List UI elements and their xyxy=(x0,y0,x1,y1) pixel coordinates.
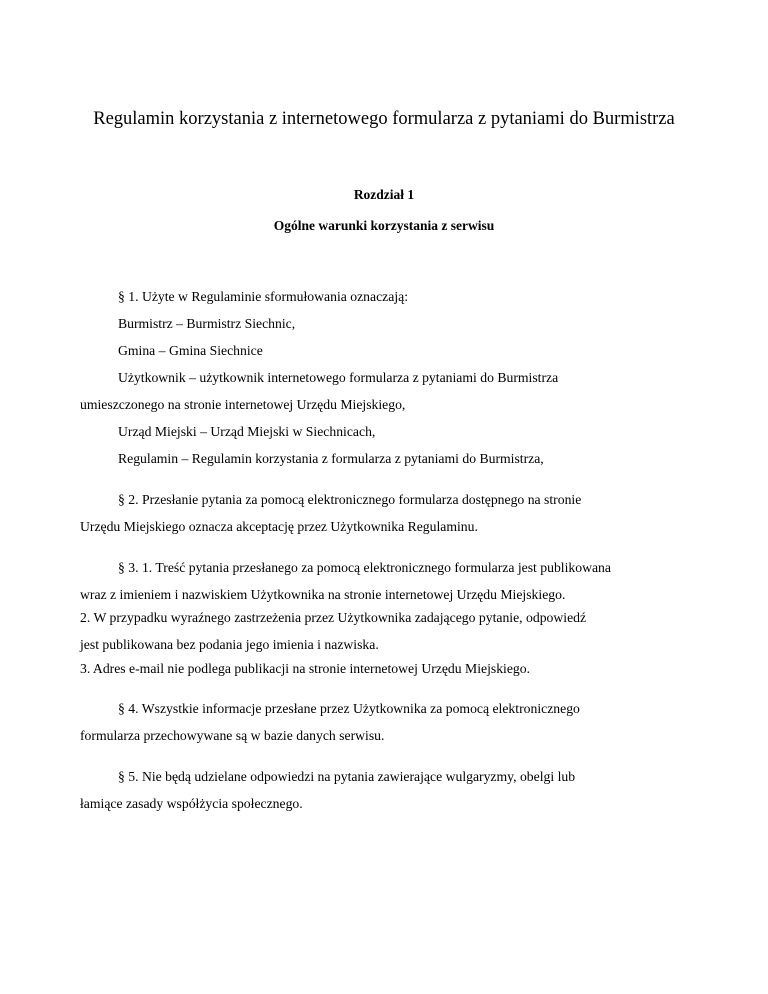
paragraph-2-line2: Urzędu Miejskiego oznacza akceptację przez Użytkownika Regulaminu. xyxy=(80,519,478,534)
definition-uzytkownik-line2: umieszczonego na stronie internetowej Urzędu Miejskiego, xyxy=(80,397,406,412)
paragraph-3-line4: jest publikowana bez podania jego imienia i nazwiska. xyxy=(80,637,379,652)
paragraph-3-line2: wraz z imieniem i nazwiskiem Użytkownika na stronie internetowej Urzędu Miejskiego. xyxy=(80,587,566,602)
definition-burmistrz: Burmistrz – Burmistrz Siechnic, xyxy=(118,316,296,331)
chapter-number: Rozdział 1 xyxy=(353,187,415,202)
paragraph-4-line1: § 4. Wszystkie informacje przesłane przez Użytkownika za pomocą elektronicznego xyxy=(118,701,580,716)
paragraph-5-line1: § 5. Nie będą udzielane odpowiedzi na pytania zawierające wulgaryzmy, obelgi lub xyxy=(118,769,576,784)
paragraph-4-line2: formularza przechowywane są w bazie danych serwisu. xyxy=(80,728,385,743)
paragraph-3-line5: 3. Adres e-mail nie podlega publikacji na stronie internetowej Urzędu Miejskiego. xyxy=(80,661,531,676)
paragraph-5-line2: łamiące zasady współżycia społecznego. xyxy=(80,796,303,811)
definition-gmina: Gmina – Gmina Siechnice xyxy=(118,343,263,358)
paragraph-1-intro: § 1. Użyte w Regulaminie sformułowania oznaczają: xyxy=(118,289,408,304)
chapter-title: Ogólne warunki korzystania z serwisu xyxy=(273,218,495,233)
paragraph-3-line3: 2. W przypadku wyraźnego zastrzeżenia przez Użytkownika zadającego pytanie, odpowiedź xyxy=(80,610,587,625)
paragraph-3-line1: § 3. 1. Treść pytania przesłanego za pomocą elektronicznego formularza jest publikowana xyxy=(118,560,611,575)
definition-regulamin: Regulamin – Regulamin korzystania z formularza z pytaniami do Burmistrza, xyxy=(118,451,544,466)
paragraph-2-line1: § 2. Przesłanie pytania za pomocą elektronicznego formularza dostępnego na stronie xyxy=(118,492,582,507)
definition-urzad: Urząd Miejski – Urząd Miejski w Siechnicach, xyxy=(118,424,376,439)
document-title: Regulamin korzystania z internetowego formularza z pytaniami do Burmistrza xyxy=(93,109,675,129)
definition-uzytkownik-line1: Użytkownik – użytkownik internetowego formularza z pytaniami do Burmistrza xyxy=(118,370,559,385)
